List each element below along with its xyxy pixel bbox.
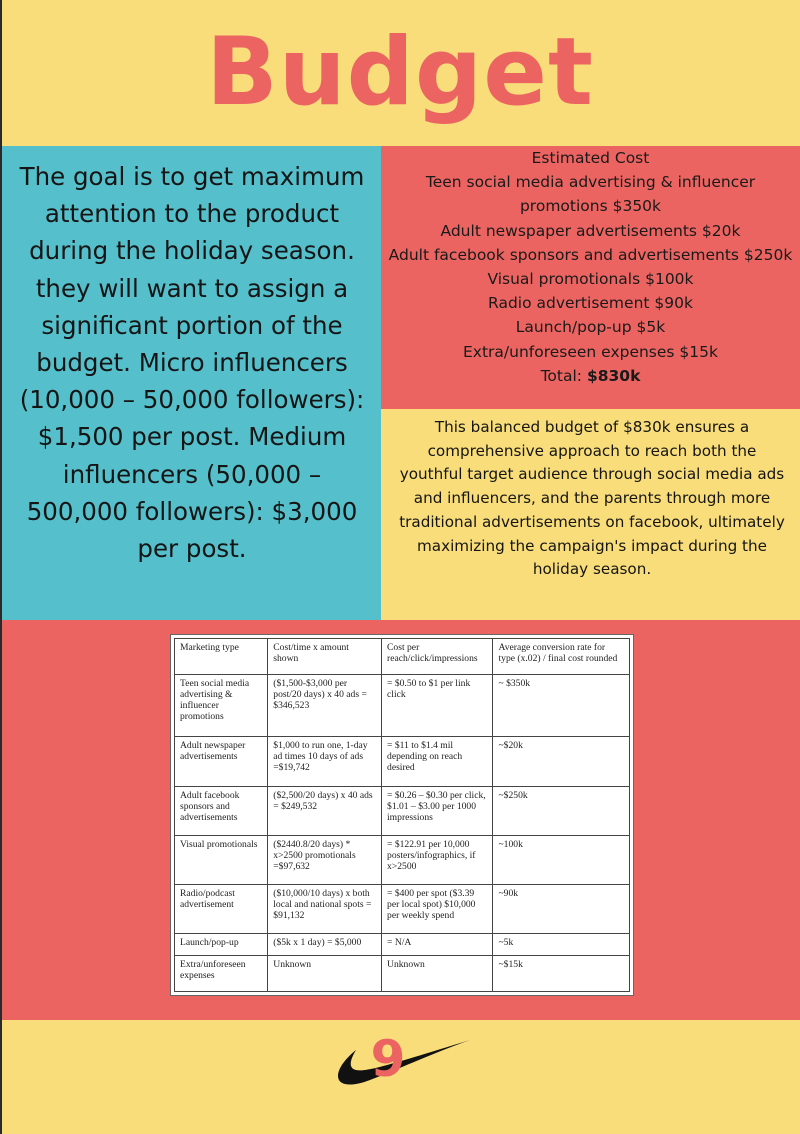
- table-panel: [2, 620, 800, 1020]
- table-cell: Extra/unforeseen expenses: [175, 956, 268, 992]
- table-header-cell: Cost/time x amount shown: [268, 639, 382, 675]
- goal-panel: [2, 146, 381, 620]
- cost-item: Launch/pop-up $5k: [515, 318, 666, 337]
- budget-table: [174, 638, 630, 992]
- table-cell: ~90k: [493, 884, 630, 933]
- budget-table-image: [170, 634, 634, 996]
- table-header-cell: Marketing type: [175, 639, 268, 675]
- table-row: [175, 674, 630, 737]
- table-header-cell: Average conversion rate for type (x.02) / final cost rounded: [493, 639, 630, 675]
- table-cell: Unknown: [382, 956, 493, 992]
- table-cell: ~100k: [493, 835, 630, 884]
- table-header-cell: Cost per reach/click/impressions: [382, 639, 493, 675]
- table-cell: Teen social media advertising & influencer promotions: [175, 674, 268, 737]
- table-cell: = $122.91 per 10,000 posters/infographics, if x>2500: [382, 835, 493, 884]
- table-cell: ~$15k: [493, 956, 630, 992]
- table-cell: Adult facebook sponsors and advertisements: [175, 786, 268, 835]
- table-cell: ~$250k: [493, 786, 630, 835]
- table-cell: ~$20k: [493, 737, 630, 786]
- table-cell: ($5k x 1 day) = $5,000: [268, 934, 382, 956]
- table-cell: ~5k: [493, 934, 630, 956]
- cost-item: Adult facebook sponsors and advertisements $250k: [388, 245, 793, 264]
- table-row: [175, 884, 630, 933]
- table-cell: = $0.50 to $1 per link click: [382, 674, 493, 737]
- table-row: [175, 786, 630, 835]
- estimated-cost-panel: [381, 146, 800, 409]
- cost-item: Extra/unforeseen expenses $15k: [462, 342, 718, 361]
- table-header-row: [175, 639, 630, 675]
- table-row: [175, 835, 630, 884]
- table-cell: $1,000 to run one, 1-day ad times 10 days of ads =$19,742: [268, 737, 382, 786]
- table-cell: Launch/pop-up: [175, 934, 268, 956]
- cost-item: Teen social media advertising & influencer promotions $350k: [425, 173, 756, 216]
- goal-text: The goal is to get maximum attention to the product during the holiday season. they will want to assign a significant portion of the budget. Micro influencers (10,000 – 50,000 followers): $1,500 per post. Medium influencers (50,000 – 500,000 followers): $3,000 per post.: [19, 162, 365, 564]
- table-cell: Unknown: [268, 956, 382, 992]
- total-value: $830k: [586, 366, 641, 385]
- total-line: [385, 364, 796, 388]
- table-row: [175, 956, 630, 992]
- table-cell: ($2440.8/20 days) * x>2500 promotionals =$97,632: [268, 835, 382, 884]
- budget-summary: This balanced budget of $830k ensures a comprehensive approach to reach both the youthful target audience through social media ads and influencers, and the parents through more traditional advertisements on facebook, ultimately maximizing the campaign's impact during the holiday season.: [399, 418, 785, 579]
- table-cell: = $11 to $1.4 mil depending on reach desired: [382, 737, 493, 786]
- cost-item: Adult newspaper advertisements $20k: [440, 221, 741, 240]
- cost-item: Visual promotionals $100k: [487, 270, 694, 289]
- table-cell: ($1,500-$3,000 per post/20 days) x 40 ads = $346,523: [268, 674, 382, 737]
- table-cell: ($10,000/10 days) x both local and national spots = $91,132: [268, 884, 382, 933]
- table-cell: Adult newspaper advertisements: [175, 737, 268, 786]
- cost-item: Radio advertisement $90k: [488, 294, 693, 313]
- table-cell: Radio/podcast advertisement: [175, 884, 268, 933]
- table-cell: = $400 per spot ($3.39 per local spot) $10,000 per weekly spend: [382, 884, 493, 933]
- estimated-cost-heading: Estimated Cost: [531, 149, 650, 167]
- table-row: [175, 934, 630, 956]
- table-cell: = $0.26 – $0.30 per click, $1.01 – $3.00 per 1000 impressions: [382, 786, 493, 835]
- table-row: [175, 737, 630, 786]
- table-cell: = N/A: [382, 934, 493, 956]
- page-number: 9: [370, 1030, 406, 1088]
- table-cell: Visual promotionals: [175, 835, 268, 884]
- table-cell: ($2,500/20 days) x 40 ads = $249,532: [268, 786, 382, 835]
- total-label: Total:: [540, 366, 587, 385]
- page-title: Budget: [206, 18, 594, 127]
- table-cell: ~ $350k: [493, 674, 630, 737]
- estimated-cost-list: [385, 146, 796, 388]
